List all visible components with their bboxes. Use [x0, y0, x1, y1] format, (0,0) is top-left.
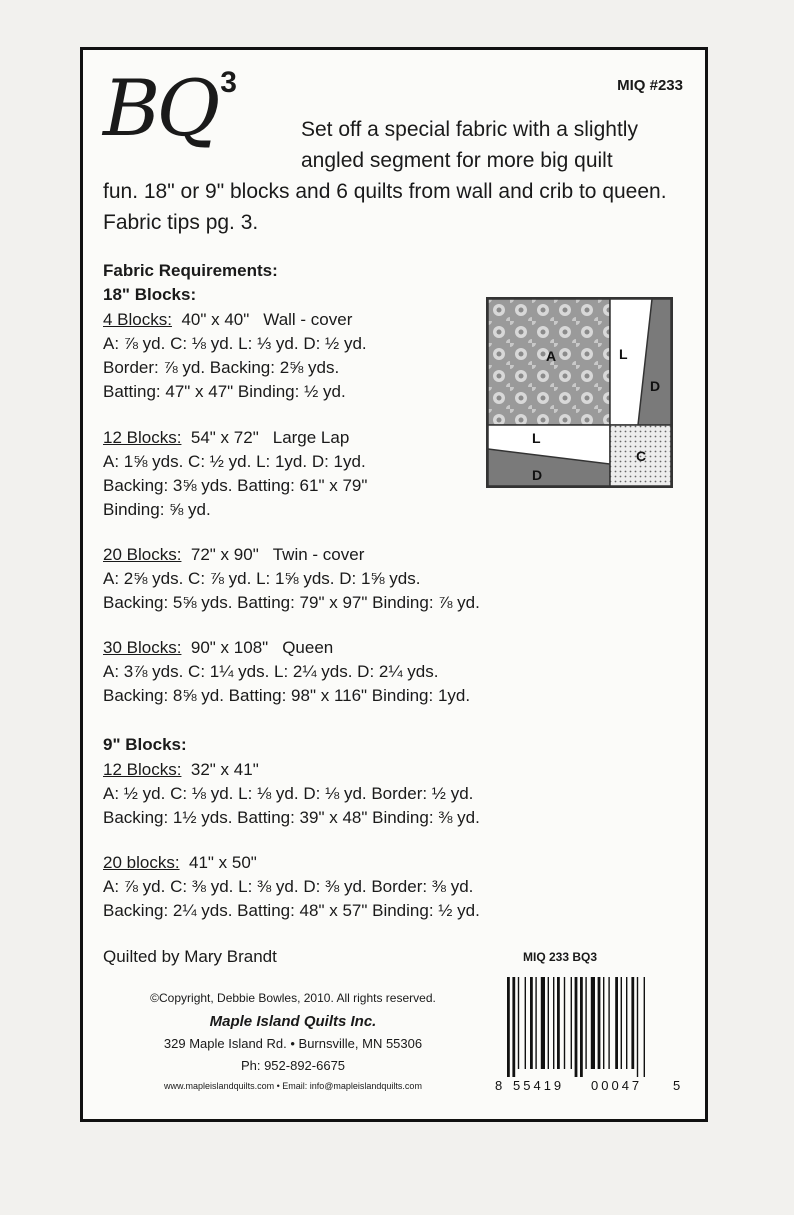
group-line: Batting: 47" x 47" Binding: ½ yd.: [103, 382, 346, 401]
barcode-bar: [603, 977, 604, 1069]
quilted-by: Quilted by Mary Brandt: [103, 947, 277, 966]
intro-line-2: fun. 18" or 9" blocks and 6 quilts from wall and crib to queen. Fabric tips pg. 3.: [103, 180, 667, 234]
barcode-bar: [585, 977, 586, 1069]
barcode-bar: [535, 977, 536, 1069]
barcode-bar: [626, 977, 627, 1069]
company-address: 329 Maple Island Rd. • Burnsville, MN 55306: [163, 1036, 423, 1051]
barcode-bar: [575, 977, 578, 1077]
barcode: [493, 975, 683, 1095]
group-size: 40" x 40": [181, 310, 250, 329]
block-diagram: [486, 297, 673, 488]
barcode-bar: [631, 977, 634, 1069]
logo-superscript: 3: [220, 66, 237, 99]
barcode-digits-left: 55419: [513, 1078, 565, 1093]
barcode-bar: [621, 977, 622, 1069]
barcode-bar: [507, 977, 510, 1077]
group-9-20-blocks: [103, 851, 693, 923]
group-line: Backing: 5⅝ yds. Batting: 79" x 97" Binding: ⅞ yd.: [103, 593, 480, 612]
group-size: 54" x 72": [190, 428, 259, 447]
barcode-bar: [608, 977, 609, 1069]
group-size: 41" x 50": [189, 853, 257, 872]
logo-text: BQ: [103, 64, 217, 154]
group-line: Backing: 3⅝ yds. Batting: 61" x 79": [103, 476, 368, 495]
group-name: Large Lap: [272, 428, 350, 447]
barcode-bar: [571, 977, 572, 1069]
company-phone: Ph: 952-892-6675: [240, 1058, 346, 1073]
group-label: 20 blocks:: [103, 853, 180, 872]
group-name: Wall - cover: [263, 310, 353, 329]
group-line: Backing: 8⅝ yd. Batting: 98" x 116" Binding: 1yd.: [103, 686, 471, 705]
group-line: A: ½ yd. C: ⅛ yd. L: ⅛ yd. D: ⅛ yd. Border: ½ yd.: [103, 784, 474, 803]
group-size: 32" x 41": [190, 760, 259, 779]
group-line: A: 1⅝ yds. C: ½ yd. L: 1yd. D: 1yd.: [103, 452, 366, 471]
barcode-bar: [591, 977, 595, 1069]
barcode-bar: [580, 977, 583, 1077]
barcode-bar: [530, 977, 533, 1069]
barcode-bar: [553, 977, 554, 1069]
group-name: Twin - cover: [272, 545, 365, 564]
barcode-bars: [507, 977, 645, 1077]
group-18-30-blocks: [103, 636, 693, 708]
bq3-logo: [103, 64, 237, 154]
pattern-card: [80, 47, 708, 1122]
group-size: 72" x 90": [190, 545, 259, 564]
barcode-check-digit: 5: [673, 1078, 681, 1093]
diagram-label-d-top: D: [650, 378, 661, 394]
group-name: Queen: [282, 638, 334, 657]
barcode-bar: [564, 977, 565, 1069]
barcode-bar: [637, 977, 638, 1077]
group-9-12-blocks: [103, 758, 693, 830]
diagram-label-l-bottom: L: [532, 430, 541, 446]
diagram-label-l-top: L: [619, 346, 628, 362]
barcode-bar: [548, 977, 549, 1069]
barcode-lead-digit: 8: [495, 1078, 503, 1093]
blocks-9-title: 9" Blocks:: [103, 735, 187, 754]
barcode-bar: [557, 977, 560, 1069]
group-line: A: ⅞ yd. C: ⅛ yd. L: ⅓ yd. D: ½ yd.: [103, 334, 367, 353]
group-label: 20 Blocks:: [103, 545, 182, 564]
intro-line-1: Set off a special fabric with a slightly angled segment for more big quilt: [301, 118, 638, 172]
group-label: 4 Blocks:: [103, 310, 172, 329]
barcode-bar: [644, 977, 645, 1077]
group-line: A: ⅞ yd. C: ⅜ yd. L: ⅜ yd. D: ⅜ yd. Border: ⅜ yd.: [103, 877, 474, 896]
barcode-bar: [518, 977, 519, 1069]
barcode-bar: [525, 977, 526, 1069]
company-web-email: www.mapleislandquilts.com • Email: info@mapleislandquilts.com: [164, 1081, 422, 1091]
group-line: Border: ⅞ yd. Backing: 2⅝ yds.: [103, 358, 340, 377]
diagram-label-d-bottom: D: [532, 467, 543, 483]
group-label: 12 Blocks:: [103, 428, 182, 447]
fabric-requirements-title: Fabric Requirements:: [103, 261, 278, 280]
group-size: 90" x 108": [190, 638, 269, 657]
blocks-18-title: 18" Blocks:: [103, 285, 197, 304]
barcode-bar: [615, 977, 618, 1069]
barcode-bar: [541, 977, 545, 1069]
product-code: MIQ 233 BQ3: [523, 950, 598, 964]
group-18-20-blocks: [103, 543, 693, 615]
group-label: 12 Blocks:: [103, 760, 182, 779]
group-line: A: 2⅝ yds. C: ⅞ yd. L: 1⅝ yds. D: 1⅝ yds.: [103, 569, 421, 588]
diagram-label-c: C: [636, 448, 647, 464]
copyright-notice: ©Copyright, Debbie Bowles, 2010. All rights reserved.: [150, 991, 436, 1005]
group-label: 30 Blocks:: [103, 638, 182, 657]
barcode-digits-right: 00047: [591, 1078, 643, 1093]
barcode-bar: [598, 977, 601, 1069]
company-name: Maple Island Quilts Inc.: [209, 1013, 377, 1030]
diagram-label-a: A: [546, 348, 557, 364]
barcode-bar: [512, 977, 515, 1077]
group-line: Binding: ⅝ yd.: [103, 500, 211, 519]
group-line: A: 3⅞ yds. C: 1¼ yds. L: 2¼ yds. D: 2¼ yds.: [103, 662, 439, 681]
pattern-number: MIQ #233: [617, 77, 683, 94]
group-line: Backing: 2¼ yds. Batting: 48" x 57" Binding: ½ yd.: [103, 901, 480, 920]
group-line: Backing: 1½ yds. Batting: 39" x 48" Binding: ⅜ yd.: [103, 808, 480, 827]
